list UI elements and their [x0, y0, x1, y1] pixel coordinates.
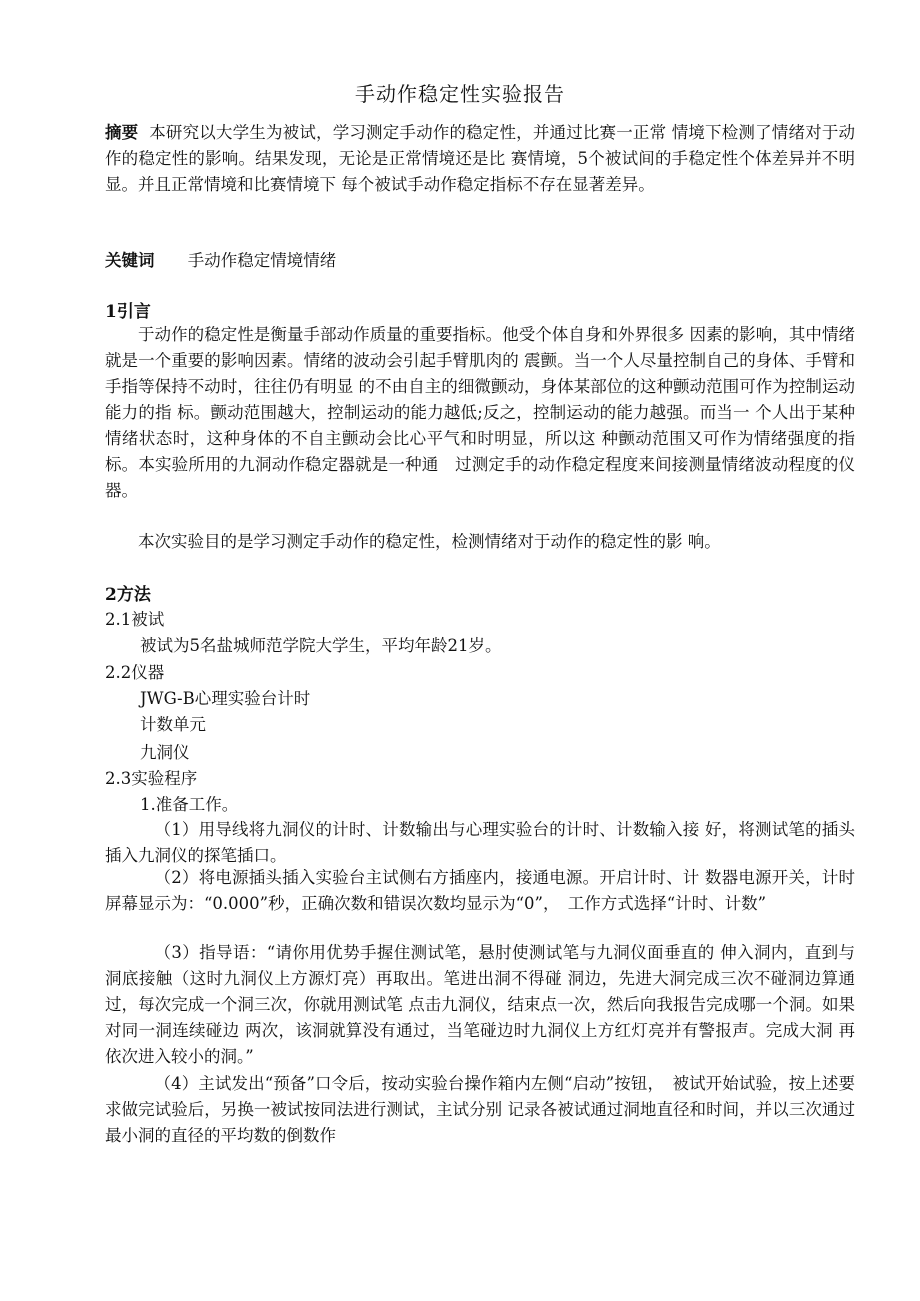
abstract — [105, 120, 855, 198]
subsection-procedure: 2.3实验程序 — [105, 769, 198, 788]
procedure-step-1: （1）用导线将九洞仪的计时、计数输出与心理实验台的计时、计数输入接 好，将测试笔的插头插入九洞仪的探笔插口。 — [105, 820, 855, 865]
intro-paragraph-1: 于动作的稳定性是衡量手部动作质量的重要指标。他受个体自身和外界很多 因素的影响，其中情绪就是一个重要的影响因素。情绪的波动会引起手臂肌肉的 震颤。当一个人尽量控制自己的身体、手臂和手指等保持不动时，往往仍有明显 的不由自主的细微颤动，身体某部位的这种颤动范围可作为控制运动能力的指 标。颤动范围越大，控制运动的能力越低;反之，控制运动的能力越强。而当一 个人出于某种情绪状态时，这种身体的不自主颤动会比心平气和时明显，所以这 种颤动范围又可作为情绪强度的指标。本实验所用的九洞动作稳定器就是一种通 过测定手的动作稳定程度来间接测量情绪波动程度的仪器。 — [105, 325, 855, 500]
prep-heading: 1.准备工作。 — [140, 795, 239, 814]
subjects-text: 被试为5名盐城师范学院大学生，平均年龄21岁。 — [140, 636, 502, 655]
intro-paragraph-2: 本次实验目的是学习测定手动作的稳定性，检测情绪对于动作的稳定性的影 响。 — [138, 532, 721, 551]
procedure-step-4: （4）主试发出“预备”口令后，按动实验台操作箱内左侧“启动”按钮， 被试开始试验，按上述要求做完试验后，另换一被试按同法进行测试，主试分别 记录各被试通过洞地直径和时间，并以三次通过最小洞的直径的平均数的倒数作 — [105, 1074, 855, 1145]
section-heading-intro: 1引言 — [105, 302, 151, 322]
procedure-step-2: （2）将电源插头插入实验台主试侧右方插座内，接通电源。开启计时、计 数器电源开关，计时屏幕显示为：“0.000”秒，正确次数和错误次数均显示为“0”， 工作方式选择“计时、计数” — [105, 868, 855, 913]
instrument-item: JWG-B心理实验台计时 — [140, 689, 311, 708]
procedure-step-3: （3）指导语：“请你用优势手握住测试笔，悬肘使测试笔与九洞仪面垂直的 伸入洞内，直到与洞底接触（这时九洞仪上方源灯亮）再取出。笔进出洞不得碰 洞边，先进大洞完成三次不碰洞边算通过，每次完成一个洞三次，你就用测试笔 点击九洞仪，结束点一次，然后向我报告完成哪一个洞。如果对同一洞连续碰边 两次，该洞就算没有通过，当笔碰边时九洞仪上方红灯亮并有警报声。完成大洞 再依次进入较小的洞。” — [105, 943, 855, 1066]
instrument-item: 九洞仪 — [140, 743, 190, 762]
subsection-subjects: 2.1被试 — [105, 610, 165, 629]
page-title: 手动作稳定性实验报告 — [355, 82, 565, 106]
section-heading-method: 2方法 — [105, 585, 151, 605]
keywords-label: 关键词 — [105, 251, 155, 270]
subsection-instruments: 2.2仪器 — [105, 663, 165, 682]
keywords — [105, 247, 336, 271]
abstract-text: 本研究以大学生为被试，学习测定手动作的稳定性，并通过比赛一正常 情境下检测了情绪对于动作的稳定性的影响。结果发现，无论是正常情境还是比 赛情境，5个被试间的手稳定性个体差异并不明显。并且正常情境和比赛情境下 每个被试手动作稳定指标不存在显著差异。 — [105, 123, 855, 194]
keywords-text: 手动作稳定情境情绪 — [187, 251, 337, 270]
instrument-item: 计数单元 — [140, 715, 206, 734]
abstract-label: 摘要 — [105, 123, 139, 142]
